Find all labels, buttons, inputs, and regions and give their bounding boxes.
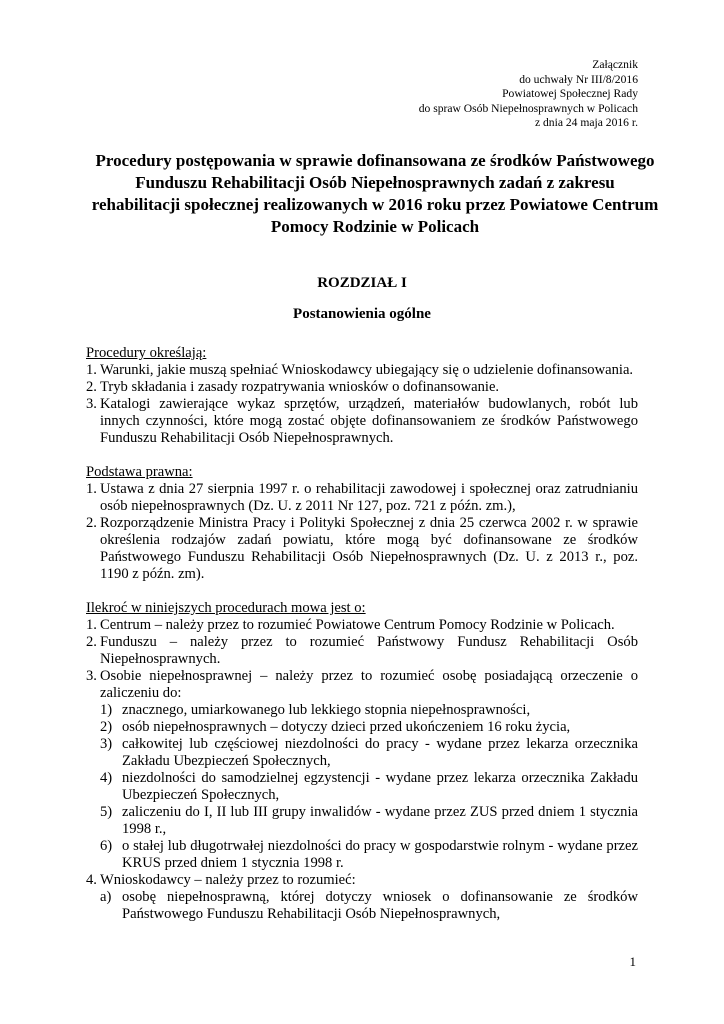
list-item bbox=[86, 481, 638, 515]
item-number: 2. bbox=[86, 515, 97, 531]
subitem-number: 6) bbox=[100, 838, 113, 854]
subitem-text: znacznego, umiarkowanego lub lekkiego stopnia niepełnosprawności, bbox=[122, 702, 531, 718]
list-item bbox=[86, 668, 638, 702]
item-text: Osobie niepełnosprawnej – należy przez to rozumieć osobę posiadającą orzeczenie o zaliczeniu do: bbox=[100, 668, 638, 701]
item-text: Tryb składania i zasady rozpatrywania wniosków o dofinansowanie. bbox=[100, 379, 500, 395]
list-item bbox=[86, 396, 638, 447]
item-number: 3. bbox=[86, 396, 97, 412]
subitem-number: 3) bbox=[100, 736, 113, 752]
list-item bbox=[86, 617, 638, 634]
section-heading: Procedury określają: bbox=[86, 345, 207, 361]
attachment-header bbox=[238, 58, 638, 131]
item-number: 2. bbox=[86, 379, 97, 395]
item-text: Rozporządzenie Ministra Pracy i Polityki Społecznej z dnia 25 czerwca 2002 r. w sprawie określenia rodzajów zadań powiatu, które mogą być dofinansowane ze środków Państwowego Funduszu Rehabilitacji Osób Niepełnosprawnych (Dz. U. z 2013 r., poz. 1190 z późn. zm). bbox=[100, 515, 638, 582]
chapter-subheading: Postanowienia ogólne bbox=[293, 306, 431, 322]
item-number: 1. bbox=[86, 362, 97, 378]
subitem-number: 5) bbox=[100, 804, 113, 820]
item-number: 4. bbox=[86, 872, 97, 888]
definitions-list-continued bbox=[86, 872, 638, 889]
item-number: 1. bbox=[86, 481, 97, 497]
procedures-list bbox=[86, 362, 638, 447]
item-text: Katalogi zawierające wykaz sprzętów, urządzeń, materiałów budowlanych, robót lub innych czynności, które mogą zostać objęte dofinansowaniem ze środków Państwowego Funduszu Rehabilitacji Osób Niepełnosprawnych. bbox=[100, 396, 638, 446]
legal-basis-list bbox=[86, 481, 638, 583]
subitem-number: 1) bbox=[100, 702, 113, 718]
item-number: 1. bbox=[86, 617, 97, 633]
sublist-item bbox=[86, 838, 638, 872]
disability-sublist bbox=[86, 702, 638, 872]
subitem-number: 2) bbox=[100, 719, 113, 735]
item-text: Warunki, jakie muszą spełniać Wnioskodawcy ubiegający się o udzielenie dofinansowania. bbox=[100, 362, 634, 378]
list-item bbox=[86, 362, 638, 379]
section-legal-basis bbox=[86, 464, 638, 583]
sublist-item bbox=[86, 889, 638, 923]
item-number: 3. bbox=[86, 668, 97, 684]
header-line: do uchwały Nr III/8/2016 bbox=[519, 72, 638, 86]
sublist-item bbox=[86, 719, 638, 736]
subitem-text: zaliczeniu do I, II lub III grupy inwalidów - wydane przez ZUS przed dniem 1 stycznia 1998 r., bbox=[122, 804, 638, 837]
sublist-item bbox=[86, 770, 638, 804]
section-heading: Podstawa prawna: bbox=[86, 464, 193, 480]
sublist-item bbox=[86, 702, 638, 719]
list-item bbox=[86, 872, 638, 889]
item-text: Centrum – należy przez to rozumieć Powiatowe Centrum Pomocy Rodzinie w Policach. bbox=[100, 617, 615, 633]
subitem-text: całkowitej lub częściowej niezdolności do pracy - wydane przez lekarza orzecznika Zakładu Ubezpieczeń Społecznych, bbox=[122, 736, 638, 769]
section-heading: Ilekroć w niniejszych procedurach mowa jest o: bbox=[86, 600, 366, 616]
item-text: Wnioskodawcy – należy przez to rozumieć: bbox=[100, 872, 356, 888]
subitem-text: osób niepełnosprawnych – dotyczy dzieci przed ukończeniem 16 roku życia, bbox=[122, 719, 571, 735]
subitem-number: 4) bbox=[100, 770, 113, 786]
section-procedures bbox=[86, 345, 638, 447]
subitem-text: osobę niepełnosprawną, której dotyczy wniosek o dofinansowanie ze środków Państwowego Funduszu Rehabilitacji Osób Niepełnosprawnych, bbox=[122, 889, 638, 922]
document-body bbox=[86, 345, 638, 940]
item-text: Funduszu – należy przez to rozumieć Państwowy Fundusz Rehabilitacji Osób Niepełnosprawnych. bbox=[100, 634, 638, 667]
list-item bbox=[86, 379, 638, 396]
definitions-list bbox=[86, 617, 638, 702]
list-item bbox=[86, 634, 638, 668]
applicant-sublist bbox=[86, 889, 638, 923]
page-number: 1 bbox=[629, 954, 636, 969]
document-title: Procedury postępowania w sprawie dofinansowana ze środków Państwowego Funduszu Rehabilitacji Osób Niepełnosprawnych zadań z zakresu rehabilitacji społecznej realizowanych w 2016 roku przez Powiatowe Centrum Pomocy Rodzinie w Policach bbox=[91, 151, 659, 236]
item-text: Ustawa z dnia 27 sierpnia 1997 r. o rehabilitacji zawodowej i społecznej oraz zatrudnianiu osób niepełnosprawnych (Dz. U. z 2011 Nr 127, poz. 721 z późn. zm.), bbox=[100, 481, 638, 514]
header-line: Powiatowej Społecznej Rady bbox=[502, 87, 638, 100]
subitem-text: niezdolności do samodzielnej egzystencji - wydane przez lekarza orzecznika Zakładu Ubezpieczeń Społecznych, bbox=[122, 770, 638, 803]
header-line: do spraw Osób Niepełnosprawnych w Policach bbox=[418, 101, 638, 115]
list-item bbox=[86, 515, 638, 583]
chapter-heading: ROZDZIAŁ I bbox=[317, 275, 407, 291]
section-definitions bbox=[86, 600, 638, 923]
header-line: Załącznik bbox=[592, 58, 638, 71]
item-number: 2. bbox=[86, 634, 97, 650]
sublist-item bbox=[86, 736, 638, 770]
sublist-item bbox=[86, 804, 638, 838]
header-line: z dnia 24 maja 2016 r. bbox=[534, 116, 638, 129]
subitem-text: o stałej lub długotrwałej niezdolności do pracy w gospodarstwie rolnym - wydane przez KRUS przed dniem 1 stycznia 1998 r. bbox=[122, 838, 638, 871]
subitem-number: a) bbox=[100, 889, 112, 905]
